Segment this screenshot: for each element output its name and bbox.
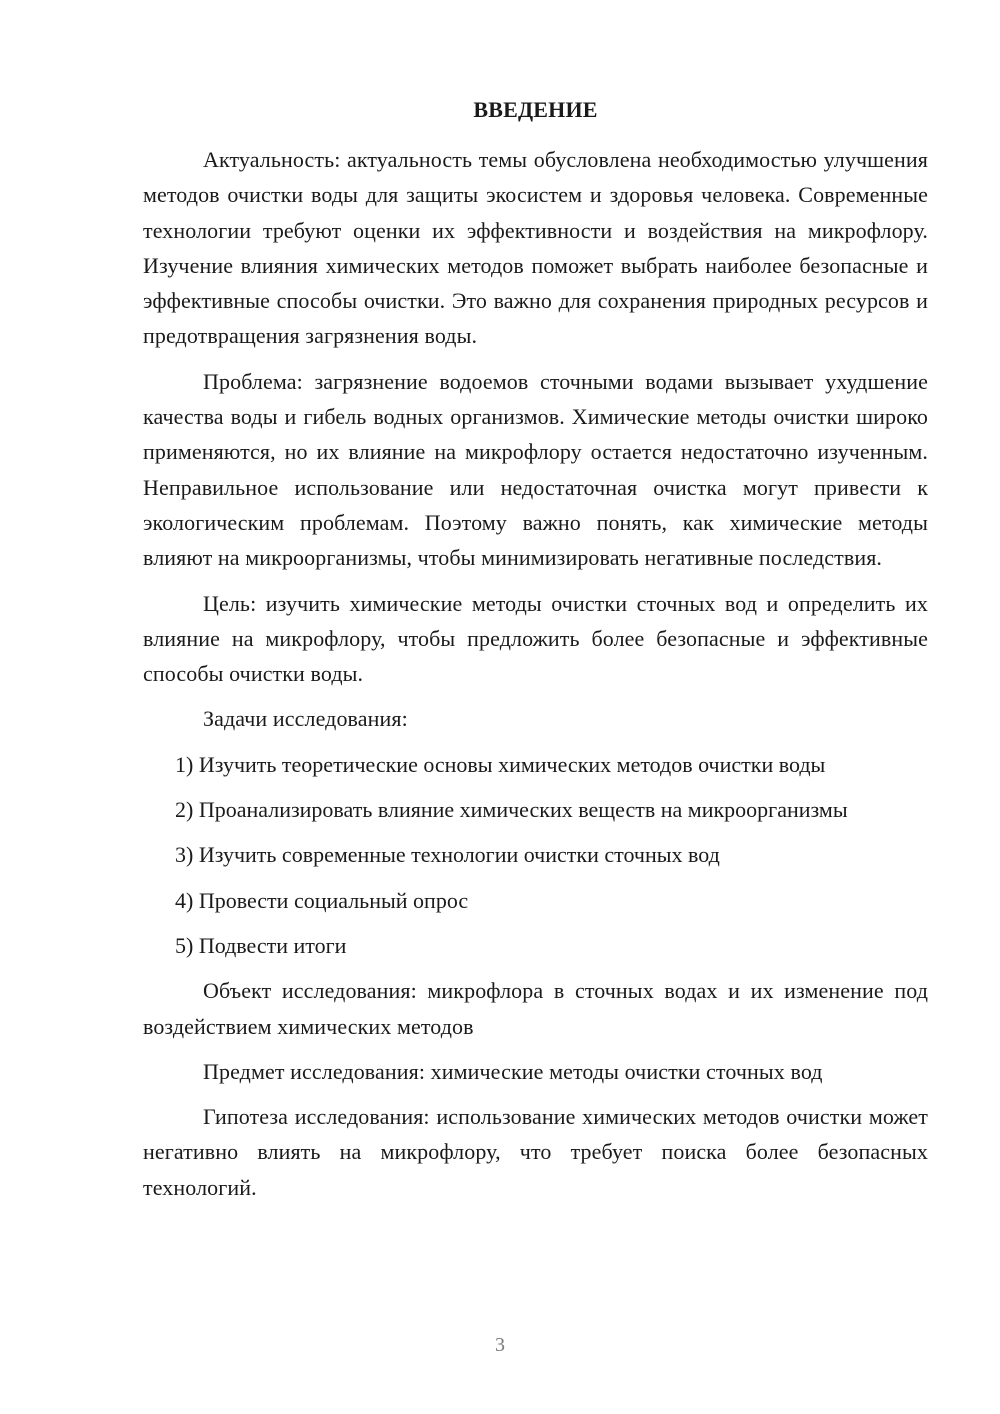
paragraph-problem: Проблема: загрязнение водоемов сточными водами вызывает ухудшение качества воды и гибель водных организмов. Химические методы очистки широко применяются, но их влияние на микрофлору остается недостаточно изученным. Неправильное использование или недостаточная очистка могут привести к экологическим проблемам. Поэтому важно понять, как химические методы влияют на микроорганизмы, чтобы минимизировать негативные последствия.: [143, 368, 928, 571]
paragraph-subject: Предмет исследования: химические методы очистки сточных вод: [203, 1058, 823, 1084]
document-page: [143, 95, 928, 1215]
task-item-4: 4) Провести социальный опрос: [175, 887, 469, 913]
page-number: 3: [495, 1334, 505, 1356]
paragraph-relevance: Актуальность: актуальность темы обусловлена необходимостью улучшения методов очистки воды для защиты экосистем и здоровья человека. Современные технологии требуют оценки их эффективности и воздействия на микрофлору. Изучение влияния химических методов поможет выбрать наиболее безопасные и эффективные способы очистки. Это важно для сохранения природных ресурсов и предотвращения загрязнения воды.: [143, 147, 928, 349]
task-item-5: 5) Подвести итоги: [175, 932, 347, 958]
task-item-1: 1) Изучить теоретические основы химических методов очистки воды: [175, 751, 826, 777]
task-item-2: 2) Проанализировать влияние химических веществ на микроорганизмы: [175, 797, 848, 823]
paragraph-hypothesis: Гипотеза исследования: использование химических методов очистки может негативно влиять на микрофлору, что требует поиска более безопасных технологий.: [143, 1104, 928, 1200]
paragraph-object: Объект исследования: микрофлора в сточных водах и их изменение под воздействием химических методов: [143, 978, 928, 1039]
task-item-3: 3) Изучить современные технологии очистки сточных вод: [175, 842, 720, 868]
page-title: ВВЕДЕНИЕ: [473, 97, 598, 122]
paragraph-goal: Цель: изучить химические методы очистки сточных вод и определить их влияние на микрофлору, чтобы предложить более безопасные и эффективные способы очистки воды.: [143, 590, 928, 687]
tasks-heading: Задачи исследования:: [203, 706, 408, 732]
